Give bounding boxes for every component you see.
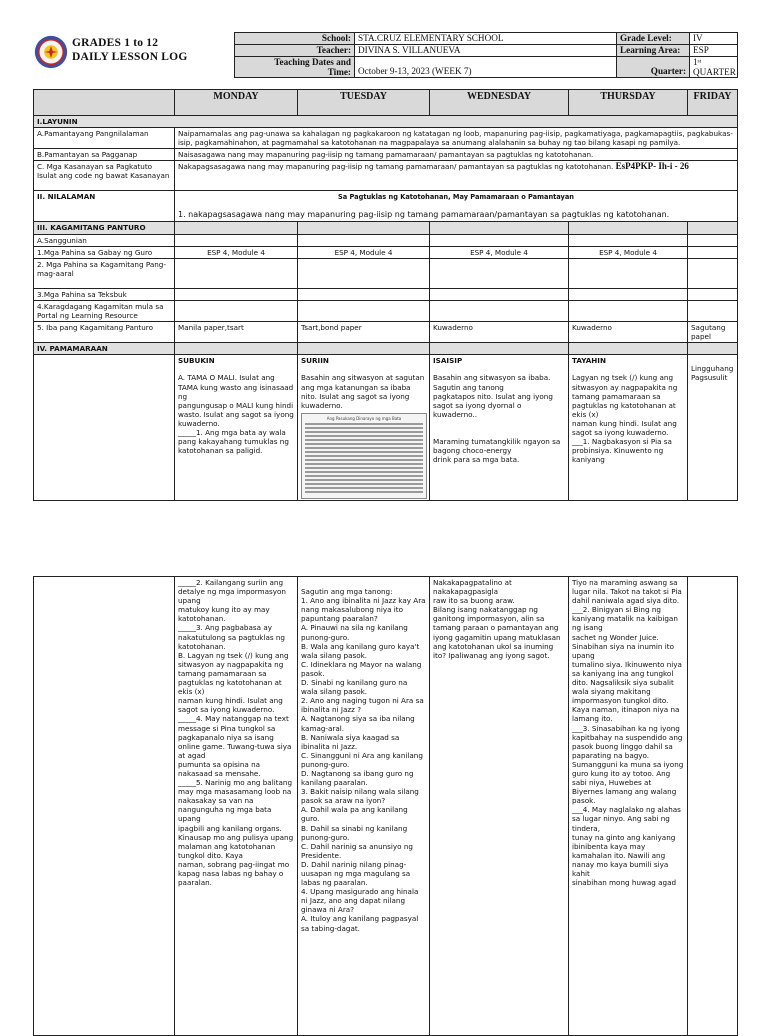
- iba-monday: Manila paper,tsart: [175, 322, 298, 343]
- proc-tuesday: [298, 355, 430, 500]
- proc-tuesday-text: Basahin ang sitwasyon at sagutan ang mga katanungan sa ibaba nito. Isulat ang sagot sa iyong kuwaderno.: [301, 373, 425, 410]
- day-header-monday: MONDAY: [175, 90, 298, 116]
- empty-cell: [569, 222, 688, 234]
- empty-cell: [298, 300, 430, 321]
- dates-label-1: Teaching Dates and: [274, 57, 351, 67]
- empty-cell: [688, 234, 738, 246]
- quarter-number: 1ˢᵗ: [693, 57, 702, 67]
- teacher-value: DIVINA S. VILLANUEVA: [355, 45, 617, 57]
- empty-cell: [430, 288, 569, 300]
- deped-seal-icon: [34, 35, 68, 69]
- proc-thursday: [569, 355, 688, 500]
- empty-cell: [175, 288, 298, 300]
- proc-header-thursday: TAYAHIN: [572, 356, 607, 366]
- empty-cell: [298, 343, 430, 355]
- proc-wednesday-text: Basahin ang sitwasyon sa ibaba. Sagutin ang tanong pagkatapos nito. Isulat ang iyong sagot sa iyong dyornal o kuwaderno.. Maraming tumatangkilik ngayon sa bagong choco-energy drink para sa mga bata.: [433, 373, 561, 465]
- gabay-wednesday: ESP 4, Module 4: [430, 246, 569, 258]
- empty-cell: [569, 234, 688, 246]
- pamantayan-sa-pagganap-text: Naisasagawa nang may mapanuring pag-iisip ng tamang pamamaraan/ pamantayan sa pagtuklas ng katotohanan.: [175, 149, 738, 161]
- passage-line: [305, 431, 423, 433]
- empty-cell: [298, 222, 430, 234]
- empty-cell: [298, 258, 430, 288]
- passage-line: [305, 443, 423, 445]
- row-label-teksbuk: 3.Mga Pahina sa Teksbuk: [34, 288, 175, 300]
- kasanayan-text: Nakapagsasagawa nang may mapanuring pag-iisip ng tamang pamamaraan/ pamantayan sa pagtuklas ng katotohanan.: [178, 162, 614, 172]
- passage-line: [305, 423, 423, 425]
- passage-line: [305, 455, 423, 457]
- gabay-friday: [688, 246, 738, 258]
- passage-line: [305, 459, 423, 461]
- passage-line: [305, 435, 423, 437]
- school-value: STA.CRUZ ELEMENTARY SCHOOL: [355, 33, 617, 45]
- day-header-friday: FRIDAY: [688, 90, 738, 116]
- empty-cell: [569, 288, 688, 300]
- quarter-value: QUARTER: [693, 66, 736, 77]
- grade-value: IV: [690, 33, 738, 45]
- iba-tuesday: Tsart,bond paper: [298, 322, 430, 343]
- passage-line: [305, 439, 423, 441]
- form-title-line1: GRADES 1 to 12: [72, 37, 159, 49]
- row-label-kagamitang-mag-aaral: 2. Mga Pahina sa Kagamitang Pang- mag-aaral: [34, 258, 175, 288]
- empty-cell: [569, 258, 688, 288]
- empty-cell: [569, 343, 688, 355]
- passage-line: [305, 463, 423, 465]
- empty-cell: [175, 258, 298, 288]
- section-layunin: I.LAYUNIN: [34, 116, 738, 128]
- empty-cell: [430, 258, 569, 288]
- day-header-tuesday: TUESDAY: [298, 90, 430, 116]
- reading-passage-image: [301, 413, 427, 499]
- dates-label: [235, 57, 355, 78]
- day-header-thursday: THURSDAY: [569, 90, 688, 116]
- empty-cell: [34, 355, 175, 500]
- proc-header-tuesday: SURIIN: [301, 356, 329, 366]
- passage-line: [305, 467, 423, 469]
- row-label-pamantayang-pangnilalaman: A.Pamantayang Pangnilalaman: [34, 128, 175, 149]
- passage-line: [305, 451, 423, 453]
- section-nilalaman: II. NILALAMAN: [34, 191, 175, 222]
- header-info-table: [234, 32, 738, 78]
- proc-header-monday: SUBUKIN: [178, 356, 215, 366]
- proc-header-wednesday: ISAISIP: [433, 356, 463, 366]
- row-label-gabay-ng-guro: 1.Mga Pahina sa Gabay ng Guro: [34, 246, 175, 258]
- empty-cell: [430, 234, 569, 246]
- passage-line: [305, 483, 423, 485]
- area-value: ESP: [690, 45, 738, 57]
- iba-wednesday: Kuwaderno: [430, 322, 569, 343]
- empty-cell: [688, 222, 738, 234]
- proc2-wednesday-text: Nakakapagpatalino at nakakapagpasigla raw ito sa buong araw. Bilang isang nakatanggap ng ganitong impormasyon, alin sa tamang paraan o pamantayan ang iyong gagamitin upang matuklasan ang katotohanan ukol sa inuming ito? Ipaliwanag ang iyong sagot.: [430, 577, 569, 1036]
- teacher-label: Teacher:: [235, 45, 355, 57]
- empty-cell: [430, 222, 569, 234]
- section-kagamitang-panturo: III. KAGAMITANG PANTURO: [34, 222, 175, 234]
- row-label-karagdagang-kagamitan: 4.Karagdagang Kagamitan mula sa Portal ng Learning Resource: [34, 300, 175, 321]
- empty-cell: [688, 343, 738, 355]
- quarter-label: Quarter:: [617, 57, 690, 78]
- empty-cell: [688, 300, 738, 321]
- empty-cell: [430, 343, 569, 355]
- row-label-iba-pang-kagamitan: 5. Iba pang Kagamitang Panturo: [34, 322, 175, 343]
- empty-cell: [175, 222, 298, 234]
- proc-wednesday: [430, 355, 569, 500]
- row-label-sanggunian: A.Sanggunian: [34, 234, 175, 246]
- pamantayang-pangnilalaman-text: Naipamamalas ang pag-unawa sa kahalagan ng pagkakaroon ng katatagan ng loob, mapanuring pag-iisip, pagkamatiyaga, pagkamapagtiis, pagkabukas-isip, pagkamahinahon, at pagmamahal sa katotohanan na magpapalaya sa anumang alalahanin sa buhay ng tao bilang kasapi ng pamilya.: [175, 128, 738, 149]
- passage-line: [305, 475, 423, 477]
- empty-cell: [34, 577, 175, 1036]
- school-label: School:: [235, 33, 355, 45]
- proc-friday-text: Lingguhang Pagsusulit: [691, 364, 734, 383]
- empty-cell: [688, 258, 738, 288]
- passage-line: [305, 491, 423, 493]
- proc2-monday-text: _____2. Kailangang suriin ang detalye ng mga impormasyon upang matukoy kung ito ay may katotohanan. _____3. Ang pagbabasa ay nakatutulong sa pagtuklas ng katotohanan. B. Lagyan ng tsek (/) kung ang sitwasyon ay nagpapakita ng tamang pamamaraan sa pagtuklas ng katotohanan at ekis (x) naman kung hindi. Isulat ang sagot sa iyong kuwaderno. _____4. May natanggap na text message si Pina tungkol sa pagkapanalo niya sa isang online game. Tuwang-tuwa siya at agad pumunta sa opisina na nakasaad sa mensahe. _____5. Narinig mo ang balitang may mga masasamang loob na nakasakay sa van na nangunguha ng mga bata upang ipagbili ang kanilang organs. Kinausap mo ang pulisya upang malaman ang katotohanan tungkol dito. Kaya naman, sobrang pag-iingat mo kapag nasa labas ng bahay o paaralan.: [175, 577, 298, 1036]
- grade-label: Grade Level:: [617, 33, 690, 45]
- gabay-monday: ESP 4, Module 4: [175, 246, 298, 258]
- proc-friday: [688, 355, 738, 500]
- empty-cell: [175, 234, 298, 246]
- area-label: Learning Area:: [617, 45, 690, 57]
- empty-cell: [430, 300, 569, 321]
- row-label-pamantayan-sa-pagganap: B.Pamantayan sa Pagganap: [34, 149, 175, 161]
- gabay-tuesday: ESP 4, Module 4: [298, 246, 430, 258]
- passage-line: [305, 471, 423, 473]
- proc2-tuesday-text: Sagutin ang mga tanong: 1. Ano ang ibinalita ni Jazz kay Ara nang makasalubong niya ito papuntang paaralan? A. Pinauwi na sila ng kanilang punong-guro. B. Wala ang kanilang guro kaya't wala silang pasok. C. Idineklara ng Mayor na walang pasok. D. Sinabi ng kanilang guro na wala silang pasok. 2. Ano ang naging tugon ni Ara sa ibinalita ni Jazz ? A. Nagtanong siya sa iba nilang kamag-aral. B. Naniwala siya kaagad sa ibinalita ni Jazz. C. Sinangguni ni Ara ang kanilang punong-guro. D. Nagtanong sa ibang guro ng kanilang paaralan. 3. Bakit naisip nilang wala silang pasok sa araw na iyon? A. Dahil wala pa ang kanilang guro. B. Dahil sa sinabi ng kanilang punong-guro. C. Dahil narinig sa anunsiyo ng Presidente. D. Dahil narinig nilang pinag-uusapan ng mga magulang sa labas ng paaralan. 4. Upang masigurado ang hinala ni Jazz, ano ang dapat nilang ginawa ni Ara? A. Ituloy ang kanilang pagpasyal sa tabing-dagat.: [298, 577, 430, 1036]
- quarter-cell: [690, 57, 738, 78]
- passage-line: [305, 479, 423, 481]
- lesson-log-table-continued: [33, 576, 738, 1036]
- empty-cell: [298, 234, 430, 246]
- day-header-wednesday: WEDNESDAY: [430, 90, 569, 116]
- nilalaman-objective: 1. nakapagsasagawa nang may mapanuring pag-iisip ng tamang pamamaraan/pamantayan sa pagtuklas ng katotohanan.: [178, 210, 670, 220]
- iba-friday: Sagutang papel: [688, 322, 738, 343]
- empty-cell: [298, 288, 430, 300]
- kasanayan-code: EsP4PKP- Ih-i - 26: [615, 161, 689, 172]
- proc2-friday-text: [688, 577, 738, 1036]
- proc-monday: [175, 355, 298, 500]
- proc-monday-text: A. TAMA O MALI. Isulat ang TAMA kung wasto ang isinasaad ng pangungusap o MALI kung hindi wasto. Isulat ang sagot sa iyong kuwaderno. _____1. Ang mga bata ay wala pang kakayahang tumuklas ng katotohanan sa paligid.: [178, 373, 294, 456]
- proc-thursday-text: Lagyan ng tsek (/) kung ang sitwasyon ay nagpapakita ng tamang pamamaraan sa pagtuklas ng katotohanan at ekis (x) naman kung hindi. Isulat ang sagot sa iyong kuwaderno. ___1. Nagbakasyon si Pia sa probinsiya. Kinuwento ng kaniyang: [572, 373, 678, 465]
- form-title-line2: DAILY LESSON LOG: [72, 51, 188, 63]
- empty-cell: [175, 300, 298, 321]
- kasanayan-cell: [175, 161, 738, 191]
- gabay-thursday: ESP 4, Module 4: [569, 246, 688, 258]
- empty-cell: [688, 288, 738, 300]
- empty-cell: [569, 300, 688, 321]
- nilalaman-title: Sa Pagtuklas ng Katotohanan, May Pamamaraan o Pamantayan: [338, 193, 574, 202]
- lesson-log-table: [33, 89, 738, 501]
- passage-line: [305, 427, 423, 429]
- reading-passage-title: Ang Pasukang Dinarayo ng mga Bata: [326, 415, 402, 421]
- nilalaman-cell: [175, 191, 738, 222]
- row-label-kasanayan: C. Mga Kasanayan sa Pagkatuto Isulat ang code ng bawat Kasanayan: [34, 161, 175, 191]
- dates-value: October 9-13, 2023 (WEEK 7): [355, 57, 617, 78]
- passage-line: [305, 447, 423, 449]
- section-pamamaraan: IV. PAMAMARAAN: [34, 343, 175, 355]
- proc2-thursday-text: Tiyo na maraming aswang sa lugar nila. Takot na takot si Pia dahil naniwala agad siya dito. ___2. Binigyan si Bing ng kaniyang matalik na kaibigan ng isang sachet ng Wonder Juice. Sinabihan siya na inumin ito upang tumalino siya. Ikinuwento niya sa kaniyang ina ang tungkol dito. Nagsaliksik siya subalit wala siyang makitang impormasyon tungkol dito. Kaya naman, itinapon niya na lamang ito. ___3. Sinasabihan ka ng iyong kapitbahay na suspendido ang pasok buong linggo dahil sa paparating na bagyo. Sumangguni ka muna sa iyong guro kung ito ay totoo. Ang sabi niya, Huwebes at Biyernes lamang ang walang pasok. ___4. May naglalako ng alahas sa lugar ninyo. Ang sabi ng tindera, tunay na ginto ang kaniyang ibinibenta kaya may kamahalan ito. Nawili ang nanay mo kaya bumili siya kahit sinabihan mong huwag agad: [569, 577, 688, 1036]
- corner-cell: [34, 90, 175, 116]
- passage-line: [305, 487, 423, 489]
- dates-label-2: Time:: [327, 66, 351, 77]
- empty-cell: [175, 343, 298, 355]
- iba-thursday: Kuwaderno: [569, 322, 688, 343]
